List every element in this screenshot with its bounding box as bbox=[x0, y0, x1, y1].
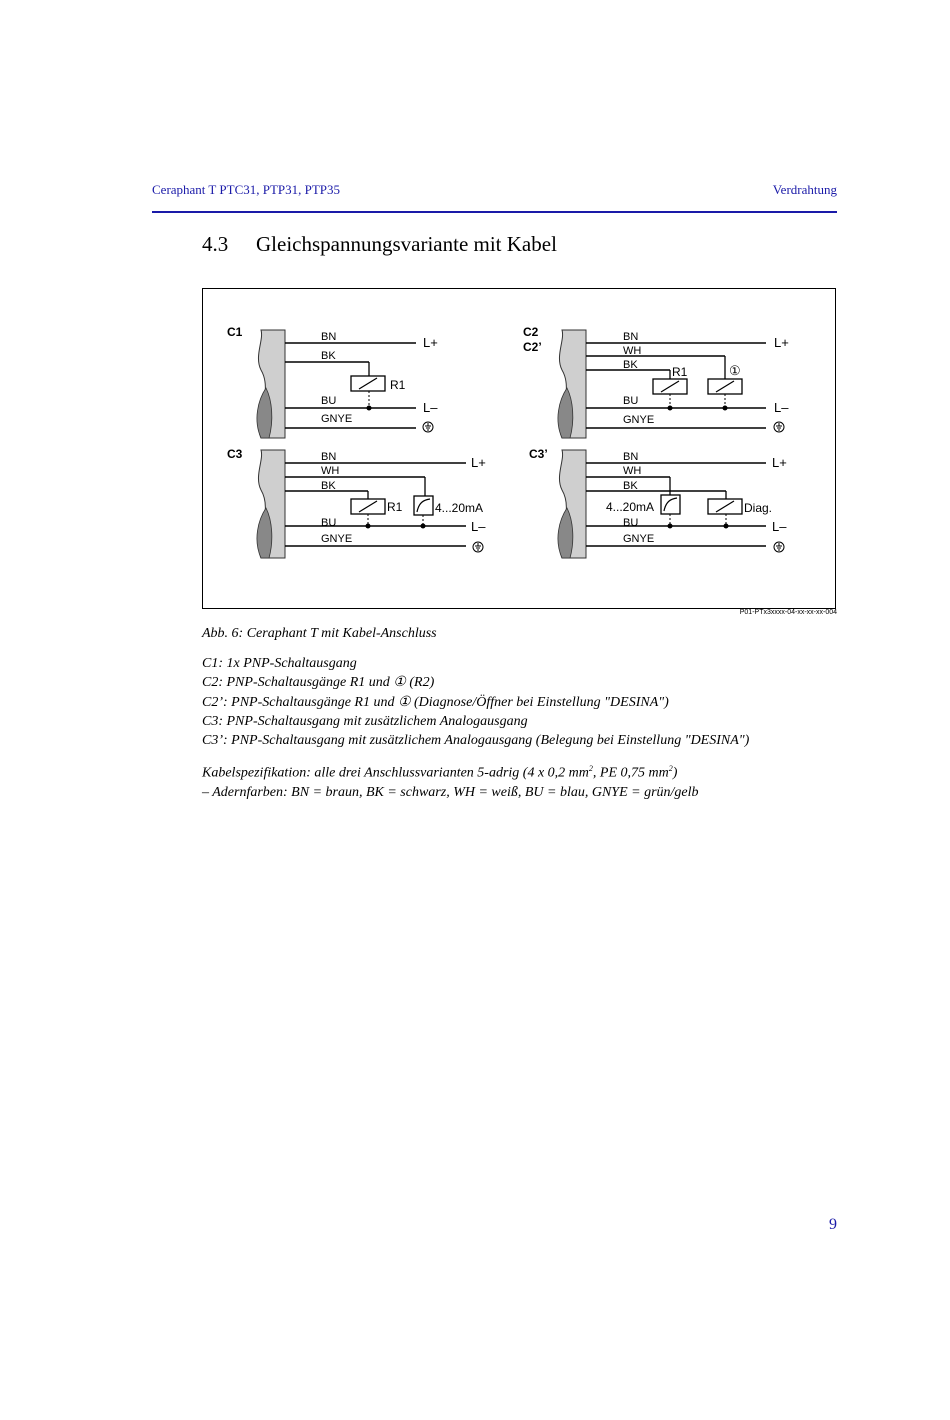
relay-label: R1 bbox=[390, 378, 406, 392]
wire-label: BN bbox=[623, 451, 639, 463]
figure-legend bbox=[202, 654, 749, 750]
wire-label: BK bbox=[321, 480, 336, 492]
ground-icon bbox=[774, 422, 784, 432]
l-plus-label: L+ bbox=[772, 455, 787, 470]
cable-specification bbox=[202, 759, 699, 802]
panel-c2 bbox=[523, 325, 789, 438]
cable-spec-line bbox=[202, 759, 699, 783]
relay-label: R1 bbox=[387, 500, 403, 514]
l-minus-label: L– bbox=[471, 519, 486, 534]
header-rule bbox=[152, 211, 837, 213]
legend-item: C2’: PNP-Schaltausgänge R1 und ① (Diagnose/Öffner bei Einstellung "DESINA") bbox=[202, 694, 669, 710]
section-heading bbox=[202, 232, 557, 257]
panel-label-c3-prime: C3’ bbox=[529, 447, 548, 461]
wire-label: BN bbox=[321, 451, 337, 463]
wire-label: WH bbox=[321, 465, 340, 477]
wire-label: GNYE bbox=[623, 533, 655, 545]
ground-icon bbox=[774, 542, 784, 552]
legend-item: C1: 1x PNP-Schaltausgang bbox=[202, 656, 357, 671]
l-plus-label: L+ bbox=[774, 335, 789, 350]
legend-item: C3’: PNP-Schaltausgang mit zusätzlichem Analogausgang (Belegung bei Einstellung "DESINA") bbox=[202, 733, 750, 749]
ground-icon bbox=[423, 422, 433, 432]
wire-label: BK bbox=[321, 350, 336, 362]
l-minus-label: L– bbox=[774, 400, 789, 415]
cable-spec-text: ) bbox=[672, 765, 678, 781]
relay-label: R1 bbox=[672, 365, 688, 379]
wiring-figure bbox=[202, 288, 836, 609]
analog-label: 4...20mA bbox=[435, 501, 484, 515]
running-header-section: Verdrahtung bbox=[772, 182, 837, 197]
ground-icon bbox=[473, 542, 483, 552]
cable-spec-text: Kabelspezifikation: alle drei Anschlussvarianten 5-adrig (4 x 0,2 mm bbox=[202, 765, 589, 781]
legend-item: C3: PNP-Schaltausgang mit zusätzlichem Analogausgang bbox=[202, 713, 528, 729]
page-number: 9 bbox=[829, 1216, 837, 1233]
panel-c3-prime bbox=[529, 447, 787, 558]
wire-label: BU bbox=[321, 395, 337, 407]
diag-label: Diag. bbox=[744, 501, 773, 515]
panel-label-c2-prime: C2’ bbox=[523, 340, 542, 354]
panel-label-c1: C1 bbox=[227, 325, 243, 339]
superscript: 2 bbox=[588, 764, 593, 773]
wire-label: BK bbox=[623, 480, 638, 492]
panel-c1 bbox=[227, 325, 438, 438]
wire-label: WH bbox=[623, 465, 642, 477]
panel-label-c2: C2 bbox=[523, 325, 539, 339]
wire-label: GNYE bbox=[623, 414, 655, 426]
l-minus-label: L– bbox=[772, 519, 787, 534]
l-minus-label: L– bbox=[423, 400, 438, 415]
wire-label: GNYE bbox=[321, 413, 353, 425]
analog-label: 4...20mA bbox=[606, 500, 655, 514]
panel-label-c3: C3 bbox=[227, 447, 243, 461]
wire-label: BN bbox=[321, 331, 337, 343]
relay-label-circled-one: ① bbox=[729, 363, 741, 378]
wire-label: BU bbox=[623, 395, 639, 407]
wire-label: GNYE bbox=[321, 533, 353, 545]
cable-spec-text: , PE 0,75 mm bbox=[592, 765, 669, 781]
figure-code: P01-PTx3xxxx-04-xx-xx-xx-004 bbox=[739, 609, 837, 616]
wire-label: WH bbox=[623, 345, 642, 357]
legend-item: C2: PNP-Schaltausgänge R1 und ① (R2) bbox=[202, 675, 435, 691]
wire-label: BU bbox=[623, 517, 639, 529]
l-plus-label: L+ bbox=[471, 455, 486, 470]
superscript: 2 bbox=[668, 764, 673, 773]
wire-label: BK bbox=[623, 359, 638, 371]
running-header-title: Ceraphant T PTC31, PTP31, PTP35 bbox=[152, 182, 341, 197]
wiring-diagram bbox=[203, 289, 837, 610]
panel-c3 bbox=[227, 447, 486, 558]
l-plus-label: L+ bbox=[423, 335, 438, 350]
wire-label: BN bbox=[623, 331, 639, 343]
figure-caption: Abb. 6: Ceraphant T mit Kabel-Anschluss bbox=[202, 626, 437, 641]
wire-label: BU bbox=[321, 517, 337, 529]
wire-colors-line: – Adernfarben: BN = braun, BK = schwarz, WH = weiß, BU = blau, GNYE = grün/gelb bbox=[202, 784, 699, 800]
section-number: 4.3 bbox=[202, 232, 229, 256]
section-title: Gleichspannungsvariante mit Kabel bbox=[256, 232, 557, 256]
